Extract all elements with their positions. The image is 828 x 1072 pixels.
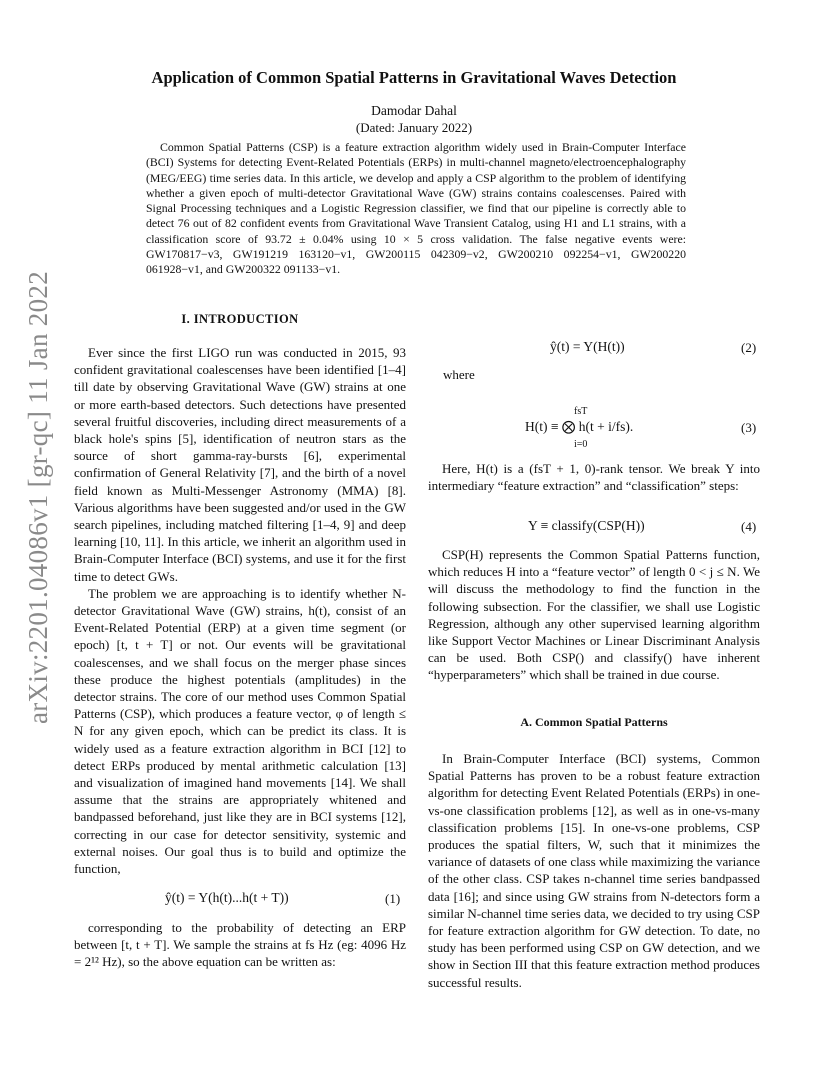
equation-1: ŷ(t) = Y(h(t)...h(t + T))	[165, 890, 289, 905]
intro-paragraph-1: Ever since the first LIGO run was conducted in 2015, 93 confident gravitational coalescenses have been identified [1–4] till date by observing Gravitational Wave (GW) strains at one or more earth-based detectors. Such detections have presented several fruitful discoveries, including direct measurements of a black hole's spins [5], identification of neutron stars as the source of short gamma-ray-bursts [6], experimental confirmation of General Relativity [7], and the birth of a novel field known as Multi-Messenger Astronomy (MMA) [8]. Various algorithms have been suggested and/or used in the GW search pipelines, including matched filtering [1–4, 9] and deep learning [10, 11]. In this article, we inherit an algorithm used in Brain-Computer Interface (BCI) systems, and use it for the first time to detect GWs.	[74, 345, 406, 584]
equation-2-number: (2)	[741, 340, 757, 355]
equation-2: ŷ(t) = Y(H(t))	[550, 339, 625, 354]
arxiv-identifier[interactable]: arXiv:2201.04086v1 [gr-qc] 11 Jan 2022	[23, 270, 54, 725]
right-column-part-1	[428, 460, 760, 494]
left-column	[74, 344, 406, 877]
equation-1-number: (1)	[385, 891, 401, 906]
section-heading-introduction: I. INTRODUCTION	[181, 312, 299, 326]
left-column-continued	[74, 919, 406, 971]
right-paragraph-2: CSP(H) represents the Common Spatial Patterns function, which reduces H into a “feature vector” of length 0 < j ≤ N. We will discuss the methodology to find the function in the following subsection. For the classifier, we shall use Logistic Regression, although any other supervised learning algorithm like Support Vector Machines or Linear Discriminant Analysis can be used. Both CSP() and classify() have inherent “hyperparameters” which shall be trained in due course.	[428, 547, 760, 683]
equation-4: Y ≡ classify(CSP(H))	[528, 518, 645, 533]
equation-4-number: (4)	[741, 519, 757, 534]
paper-title: Application of Common Spatial Patterns in Gravitational Waves Detection	[151, 68, 677, 87]
equation-3-upper-limit: fsT	[574, 406, 588, 417]
where-word: where	[443, 367, 475, 382]
subsection-heading-csp: A. Common Spatial Patterns	[520, 715, 668, 729]
right-column-part-2	[428, 546, 760, 684]
equation-3: H(t) ≡ ⨂ h(t + i/fs).	[525, 419, 634, 434]
right-column-part-3	[428, 750, 760, 991]
right-paragraph-1: Here, H(t) is a (fsT + 1, 0)-rank tensor. We break Y into intermediary “feature extraction” and “classification” steps:	[428, 461, 760, 494]
equation-3-lower-limit: i=0	[574, 439, 588, 450]
date-line: (Dated: January 2022)	[355, 120, 473, 135]
intro-paragraph-2: The problem we are approaching is to identify whether N-detector Gravitational Wave (GW) strains, h(t), consist of an Event-Related Potential (ERP) at a given time segment (or epoch) [t, t + T] or not. Our events will be gravitational coalescenses, and we shall focus on the merger phase sinces these produce the highest potentials (amplitudes) in the detector strains. The core of our method uses Common Spatial Patterns (CSP), which produces a feature vector, φ of length ≤ N for any given epoch, which can be predict its class. It is widely used as a feature extraction algorithm in BCI [12] to detect ERPs produced by mental arithmetic calculation [13] and visualization of imagined hand movements [14]. We shall assume that the strains are appropriately whitened and bandpassed beforehand, just like they are in BCI systems [12], correcting in our case for detector sensitivity, systemic and external noises. Our goal thus is to build and optimize the function,	[74, 585, 406, 877]
intro-paragraph-3: corresponding to the probability of detecting an ERP between [t, t + T]. We sample the strains at fs Hz (eg: 4096 Hz = 2¹² Hz), so the above equation can be written as:	[74, 920, 406, 970]
right-paragraph-3: In Brain-Computer Interface (BCI) systems, Common Spatial Patterns has proven to be a robust feature extraction algorithm for detecting Event Related Potentials (ERPs) in one-vs-one classification problems [12], as well as in one-vs-many classification problems [15]. In one-vs-one problems, CSP produces the spatial filters, W, such that it minimizes the variance of datasets of one class while maximizing the variance of the other class. CSP takes n-channel time series bandpassed data [16]; and since using GW strains from N-detectors form a similar N-channel time series data, we decided to try using CSP for feature extraction algorithm for GW detection. To date, no study has been performed using CSP on GW detection, and we show in Section III that this feature extraction method produces successful results.	[428, 751, 760, 990]
equation-3-number: (3)	[741, 420, 757, 435]
arxiv-stamp[interactable]	[18, 270, 60, 725]
abstract: Common Spatial Patterns (CSP) is a feature extraction algorithm widely used in Brain-Computer Interface (BCI) Systems for detecting Event-Related Potentials (ERPs) in multi-channel magneto/electroencephalography (MEG/EEG) time series data. In this article, we develop and apply a CSP algorithm to the problem of identifying whether a given epoch of multi-detector Gravitational Wave (GW) strains contains coalescenses. Paired with Signal Processing techniques and a Logistic Regression classifier, we find that our pipeline is correctly able to detect 76 out of 82 confident events from Gravitational Wave Transient Catalog, using H1 and L1 strains, with a classification score of 93.72 ± 0.04% using 10 × 5 cross validation. The false negative events were: GW170817−v3, GW191219 163120−v1, GW200115 042309−v2, GW200210 092254−v1, GW200220 061928−v1, and GW200322 091133−v1.	[146, 140, 686, 277]
author-name: Damodar Dahal	[371, 103, 457, 118]
